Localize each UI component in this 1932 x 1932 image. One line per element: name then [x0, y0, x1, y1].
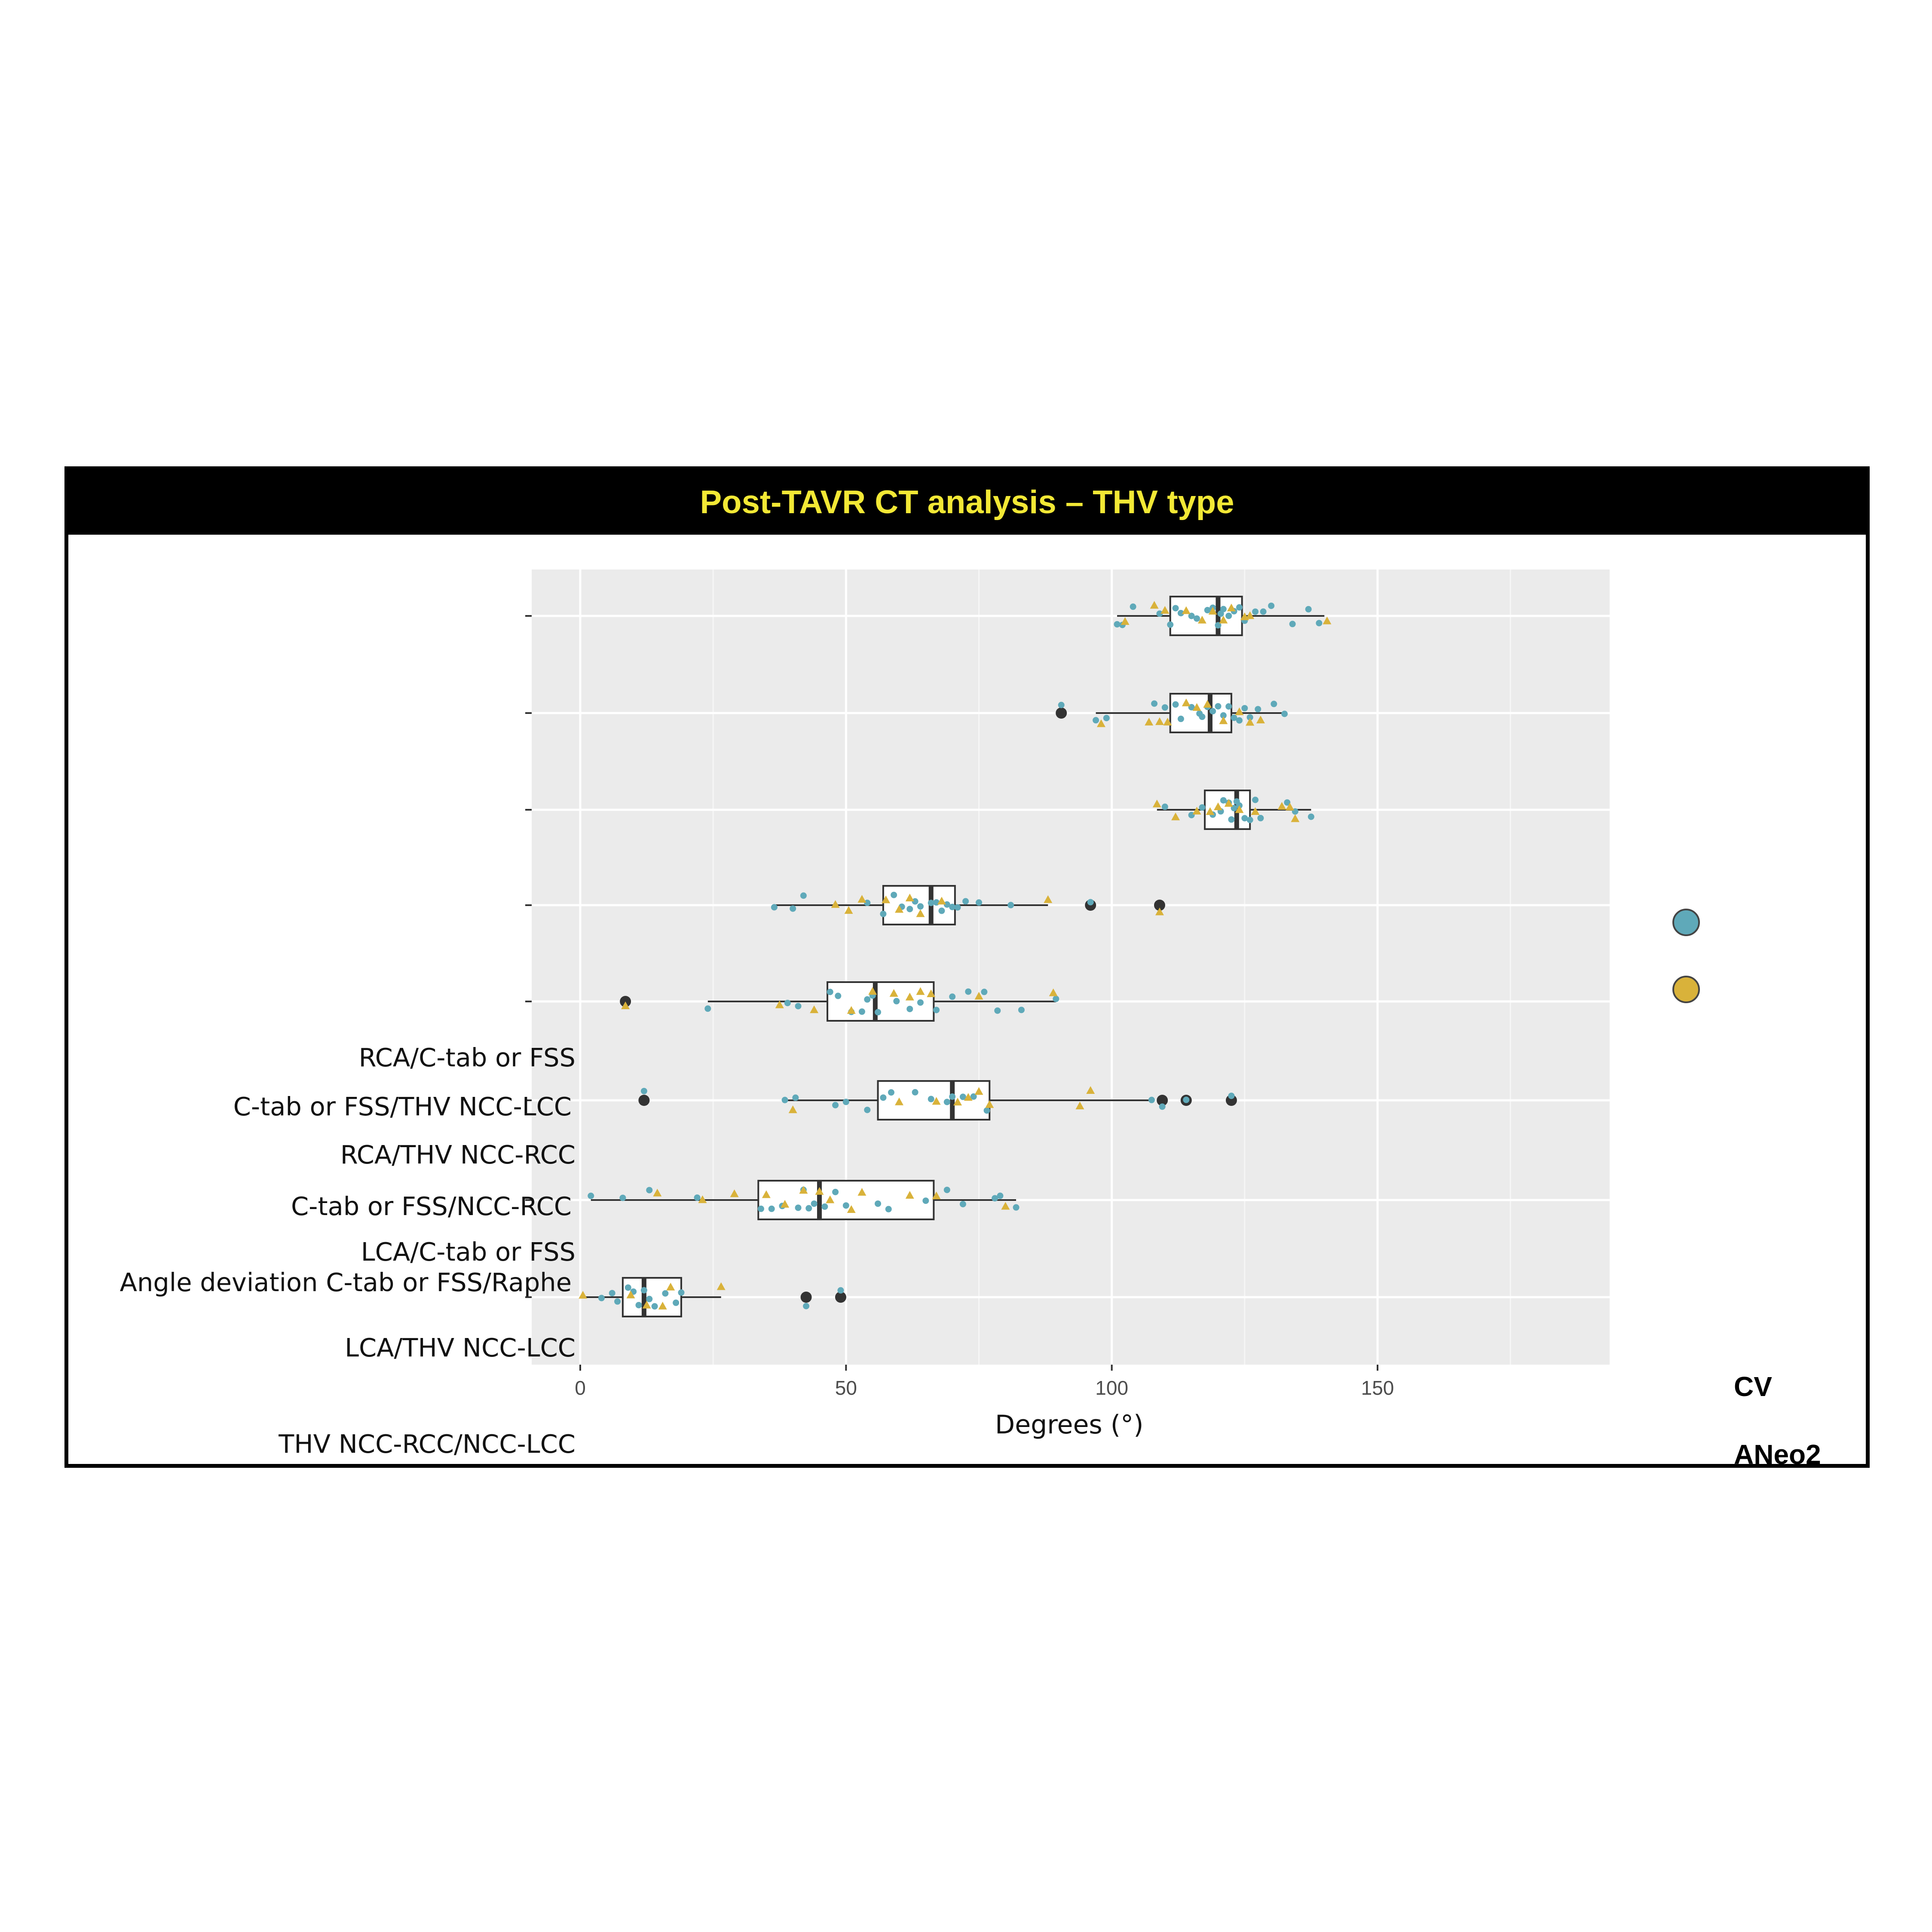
cv-point — [1103, 715, 1110, 721]
cv-point — [800, 892, 807, 899]
cv-point — [1058, 702, 1065, 708]
x-tick-label: 0 — [575, 1377, 586, 1399]
cv-point — [652, 1303, 658, 1310]
cv-point — [805, 1205, 812, 1212]
cv-point — [880, 1094, 886, 1101]
cv-point — [843, 1202, 849, 1209]
category-label: C-tab or FSS/THV NCC-LCC — [233, 1092, 572, 1121]
category-label: LCA/THV NCC-LCC — [345, 1333, 576, 1363]
cv-point — [891, 892, 897, 898]
cv-point — [1199, 713, 1205, 720]
box — [1205, 790, 1250, 829]
cv-point — [1148, 1097, 1155, 1103]
cv-point — [1225, 612, 1232, 619]
x-tick-label: 50 — [835, 1377, 857, 1399]
cv-point — [641, 1287, 647, 1293]
cv-point — [965, 989, 971, 995]
category-label: Angle deviation C-tab or FSS/Raphe — [119, 1268, 572, 1297]
cv-point — [782, 1097, 788, 1103]
cv-point — [704, 1005, 711, 1012]
cv-point — [1173, 605, 1179, 611]
cv-point — [1228, 816, 1234, 823]
legend-marker-cv — [1673, 909, 1699, 935]
cv-point — [614, 1298, 621, 1305]
cv-point — [1199, 804, 1205, 811]
cv-point — [1194, 615, 1200, 622]
cv-point — [906, 906, 913, 912]
cv-point — [875, 1200, 881, 1207]
cv-point — [864, 996, 870, 1003]
cv-point — [803, 1303, 809, 1309]
cv-point — [893, 998, 900, 1004]
cv-point — [1257, 815, 1264, 821]
cv-point — [790, 905, 796, 912]
category-label: RCA/THV NCC-RCC — [340, 1140, 576, 1170]
cv-point — [758, 1206, 764, 1212]
cv-point — [922, 1197, 929, 1204]
cv-point — [636, 1302, 642, 1308]
cv-point — [598, 1295, 605, 1301]
cv-point — [928, 1096, 934, 1102]
cv-point — [864, 1107, 870, 1113]
box — [758, 1181, 934, 1219]
cv-point — [1183, 1096, 1189, 1103]
cv-point — [795, 1003, 802, 1009]
cv-point — [792, 1094, 799, 1101]
cv-point — [811, 1200, 818, 1207]
cv-point — [1209, 708, 1216, 714]
cv-point — [938, 908, 945, 914]
cv-point — [646, 1296, 652, 1302]
cv-point — [784, 1000, 791, 1006]
cv-point — [837, 1287, 844, 1294]
cv-point — [976, 899, 982, 906]
category-label: THV NCC-RCC/NCC-LCC — [279, 1429, 576, 1459]
cv-point — [997, 1193, 1003, 1199]
figure-title: Post-TAVR CT analysis – THV type — [68, 470, 1866, 535]
cv-point — [1162, 804, 1168, 810]
cv-point — [1252, 609, 1258, 615]
cv-point — [1087, 899, 1094, 905]
cv-point — [1308, 814, 1314, 820]
cv-point — [1007, 902, 1014, 908]
cv-point — [1225, 703, 1232, 710]
cv-point — [944, 1187, 950, 1193]
cv-point — [1159, 1103, 1166, 1110]
cv-point — [832, 1189, 839, 1195]
cv-point — [843, 1099, 849, 1105]
cv-point — [1151, 700, 1157, 707]
legend-label-cv: CV — [1734, 1371, 1772, 1402]
cv-point — [769, 1206, 775, 1212]
cv-point — [949, 1093, 955, 1100]
cv-point — [771, 904, 778, 910]
category-label: C-tab or FSS/NCC-RCC — [291, 1191, 572, 1221]
cv-point — [646, 1187, 652, 1193]
cv-point — [1013, 1204, 1020, 1211]
cv-point — [1316, 620, 1322, 626]
cv-point — [1130, 603, 1136, 610]
cv-point — [1255, 706, 1261, 712]
x-tick-label: 150 — [1361, 1377, 1394, 1399]
legend-label-aneo2: ANeo2 — [1734, 1439, 1821, 1470]
cv-point — [1173, 701, 1179, 708]
cv-point — [1053, 995, 1059, 1002]
cv-point — [1220, 606, 1227, 612]
cv-point — [1252, 796, 1258, 803]
cv-point — [1241, 705, 1248, 711]
outlier-point — [801, 1292, 812, 1303]
cv-point — [1215, 703, 1222, 710]
legend-marker-aneo2 — [1673, 977, 1699, 1002]
category-label: LCA/C-tab or FSS — [361, 1237, 576, 1267]
cv-point — [875, 1009, 881, 1015]
cv-point — [625, 1284, 631, 1291]
cv-point — [944, 1099, 950, 1105]
cv-point — [880, 911, 886, 917]
cv-point — [1093, 717, 1099, 723]
cv-point — [1167, 622, 1173, 628]
cv-point — [1162, 704, 1168, 710]
cv-point — [885, 1206, 892, 1212]
cv-point — [835, 993, 841, 999]
cv-point — [1289, 621, 1296, 627]
cv-point — [795, 1204, 802, 1211]
category-label: RCA/C-tab or FSS — [358, 1043, 576, 1072]
cv-point — [832, 1102, 839, 1108]
cv-point — [933, 1007, 940, 1013]
cv-point — [1305, 606, 1312, 612]
cv-point — [994, 1007, 1001, 1014]
cv-point — [609, 1290, 615, 1296]
cv-point — [917, 999, 924, 1006]
cv-point — [955, 904, 961, 911]
cv-point — [960, 1201, 966, 1207]
outlier-point — [638, 1095, 649, 1106]
cv-point — [821, 1203, 828, 1210]
x-tick-label: 100 — [1095, 1377, 1129, 1399]
cv-point — [827, 989, 833, 995]
cv-point — [1281, 710, 1288, 717]
cv-point — [588, 1193, 594, 1199]
cv-point — [984, 1107, 990, 1114]
x-axis-title: Degrees (°) — [995, 1410, 1144, 1440]
cv-point — [906, 1006, 913, 1012]
cv-point — [1018, 1007, 1025, 1013]
cv-point — [1228, 1093, 1234, 1099]
cv-point — [619, 1194, 626, 1201]
cv-point — [673, 1300, 679, 1306]
cv-point — [1268, 603, 1274, 609]
cv-point — [917, 903, 924, 909]
cv-point — [859, 1008, 865, 1015]
cv-point — [981, 989, 987, 995]
cv-point — [678, 1289, 684, 1296]
cv-point — [912, 1089, 919, 1096]
cv-point — [694, 1194, 701, 1201]
cv-point — [1236, 604, 1243, 611]
cv-point — [888, 1089, 894, 1096]
cv-point — [1271, 701, 1277, 707]
cv-point — [1247, 817, 1253, 823]
cv-point — [1236, 717, 1243, 724]
cv-point — [1260, 609, 1267, 615]
plot-panel — [532, 569, 1610, 1365]
cv-point — [641, 1088, 647, 1094]
outlier-point — [1056, 707, 1067, 719]
cv-point — [1178, 716, 1184, 722]
cv-point — [949, 993, 955, 1000]
cv-point — [962, 898, 969, 904]
cv-point — [662, 1290, 668, 1297]
